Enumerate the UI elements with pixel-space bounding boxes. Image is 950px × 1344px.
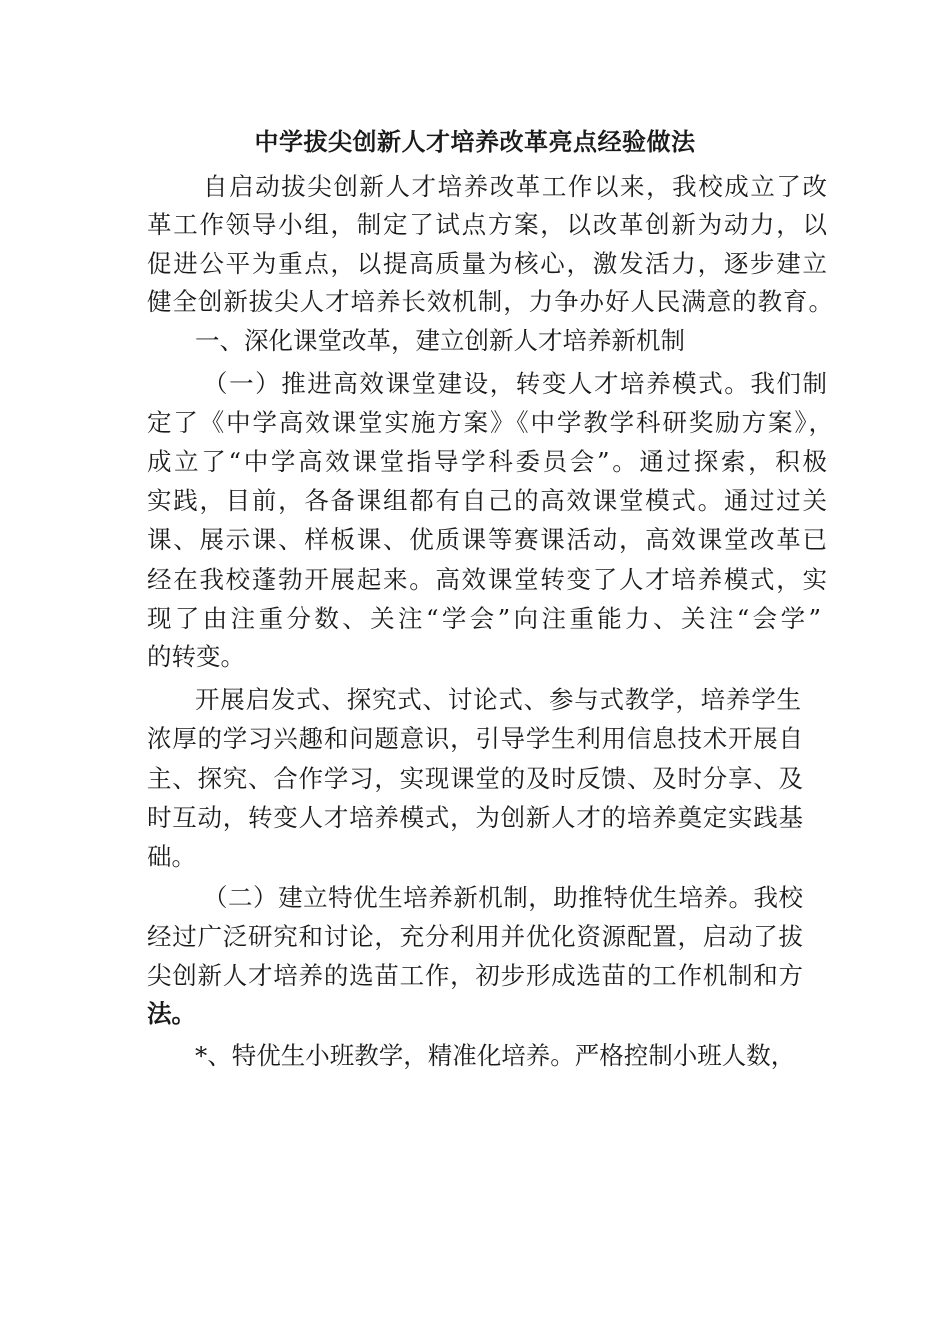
paragraph-3-line-5: 础。 [147, 842, 196, 871]
paragraph-1-line-3: 促进公平为重点，以提高质量为核心，激发活力，逐步建立 [147, 249, 827, 278]
paragraph-1-line-4: 健全创新拔尖人才培养长效机制，力争办好人民满意的教育。 [147, 287, 833, 316]
paragraph-3-line-2: 浓厚的学习兴趣和问题意识，引导学生利用信息技术开展自 [147, 724, 803, 753]
paragraph-2-line-4: 实践，目前，各备课组都有自己的高效课堂模式。通过过关 [147, 486, 827, 515]
paragraph-4-line-2: 经过广泛研究和讨论，充分利用并优化资源配置，启动了拔 [147, 922, 803, 951]
paragraph-2-line-8: 的转变。 [147, 642, 245, 671]
paragraph-4-line-1: （二）建立特优生培养新机制，助推特优生培养。我校 [203, 883, 803, 912]
paragraph-3-line-1: 开展启发式、探究式、讨论式、参与式教学，培养学生 [195, 685, 801, 714]
paragraph-4-line-4: 法。 [147, 999, 196, 1028]
paragraph-5-line-1: *、特优生小班教学，精准化培养。严格控制小班人数， [195, 1041, 796, 1070]
paragraph-2-line-1: （一）推进高效课堂建设，转变人才培养模式。我们制 [203, 369, 827, 398]
paragraph-3-line-3: 主、探究、合作学习，实现课堂的及时反馈、及时分享、及 [147, 764, 803, 793]
paragraph-2-line-6: 经在我校蓬勃开展起来。高效课堂转变了人才培养模式，实 [147, 565, 827, 594]
paragraph-2-line-5: 课、展示课、样板课、优质课等赛课活动，高效课堂改革已 [147, 525, 827, 554]
paragraph-4-line-3: 尖创新人才培养的选苗工作，初步形成选苗的工作机制和方 [147, 961, 803, 990]
document-title: 中学拔尖创新人才培养改革亮点经验做法 [254, 127, 696, 156]
paragraph-1-line-1: 自启动拔尖创新人才培养改革工作以来，我校成立了改 [203, 172, 827, 201]
paragraph-2-line-3: 成立了“中学高效课堂指导学科委员会”。通过探索，积极 [147, 447, 827, 476]
paragraph-2-line-2: 定了《中学高效课堂实施方案》《中学教学科研奖励方案》， [147, 408, 833, 437]
paragraph-2-line-7: 现了由注重分数、关注“学会”向注重能力、关注“会学” [147, 604, 821, 633]
paragraph-1-line-2: 革工作领导小组，制定了试点方案，以改革创新为动力，以 [147, 210, 827, 239]
section-heading-1: 一、深化课堂改革，建立创新人才培养新机制 [195, 326, 685, 355]
paragraph-3-line-4: 时互动，转变人才培养模式，为创新人才的培养奠定实践基 [147, 803, 803, 832]
